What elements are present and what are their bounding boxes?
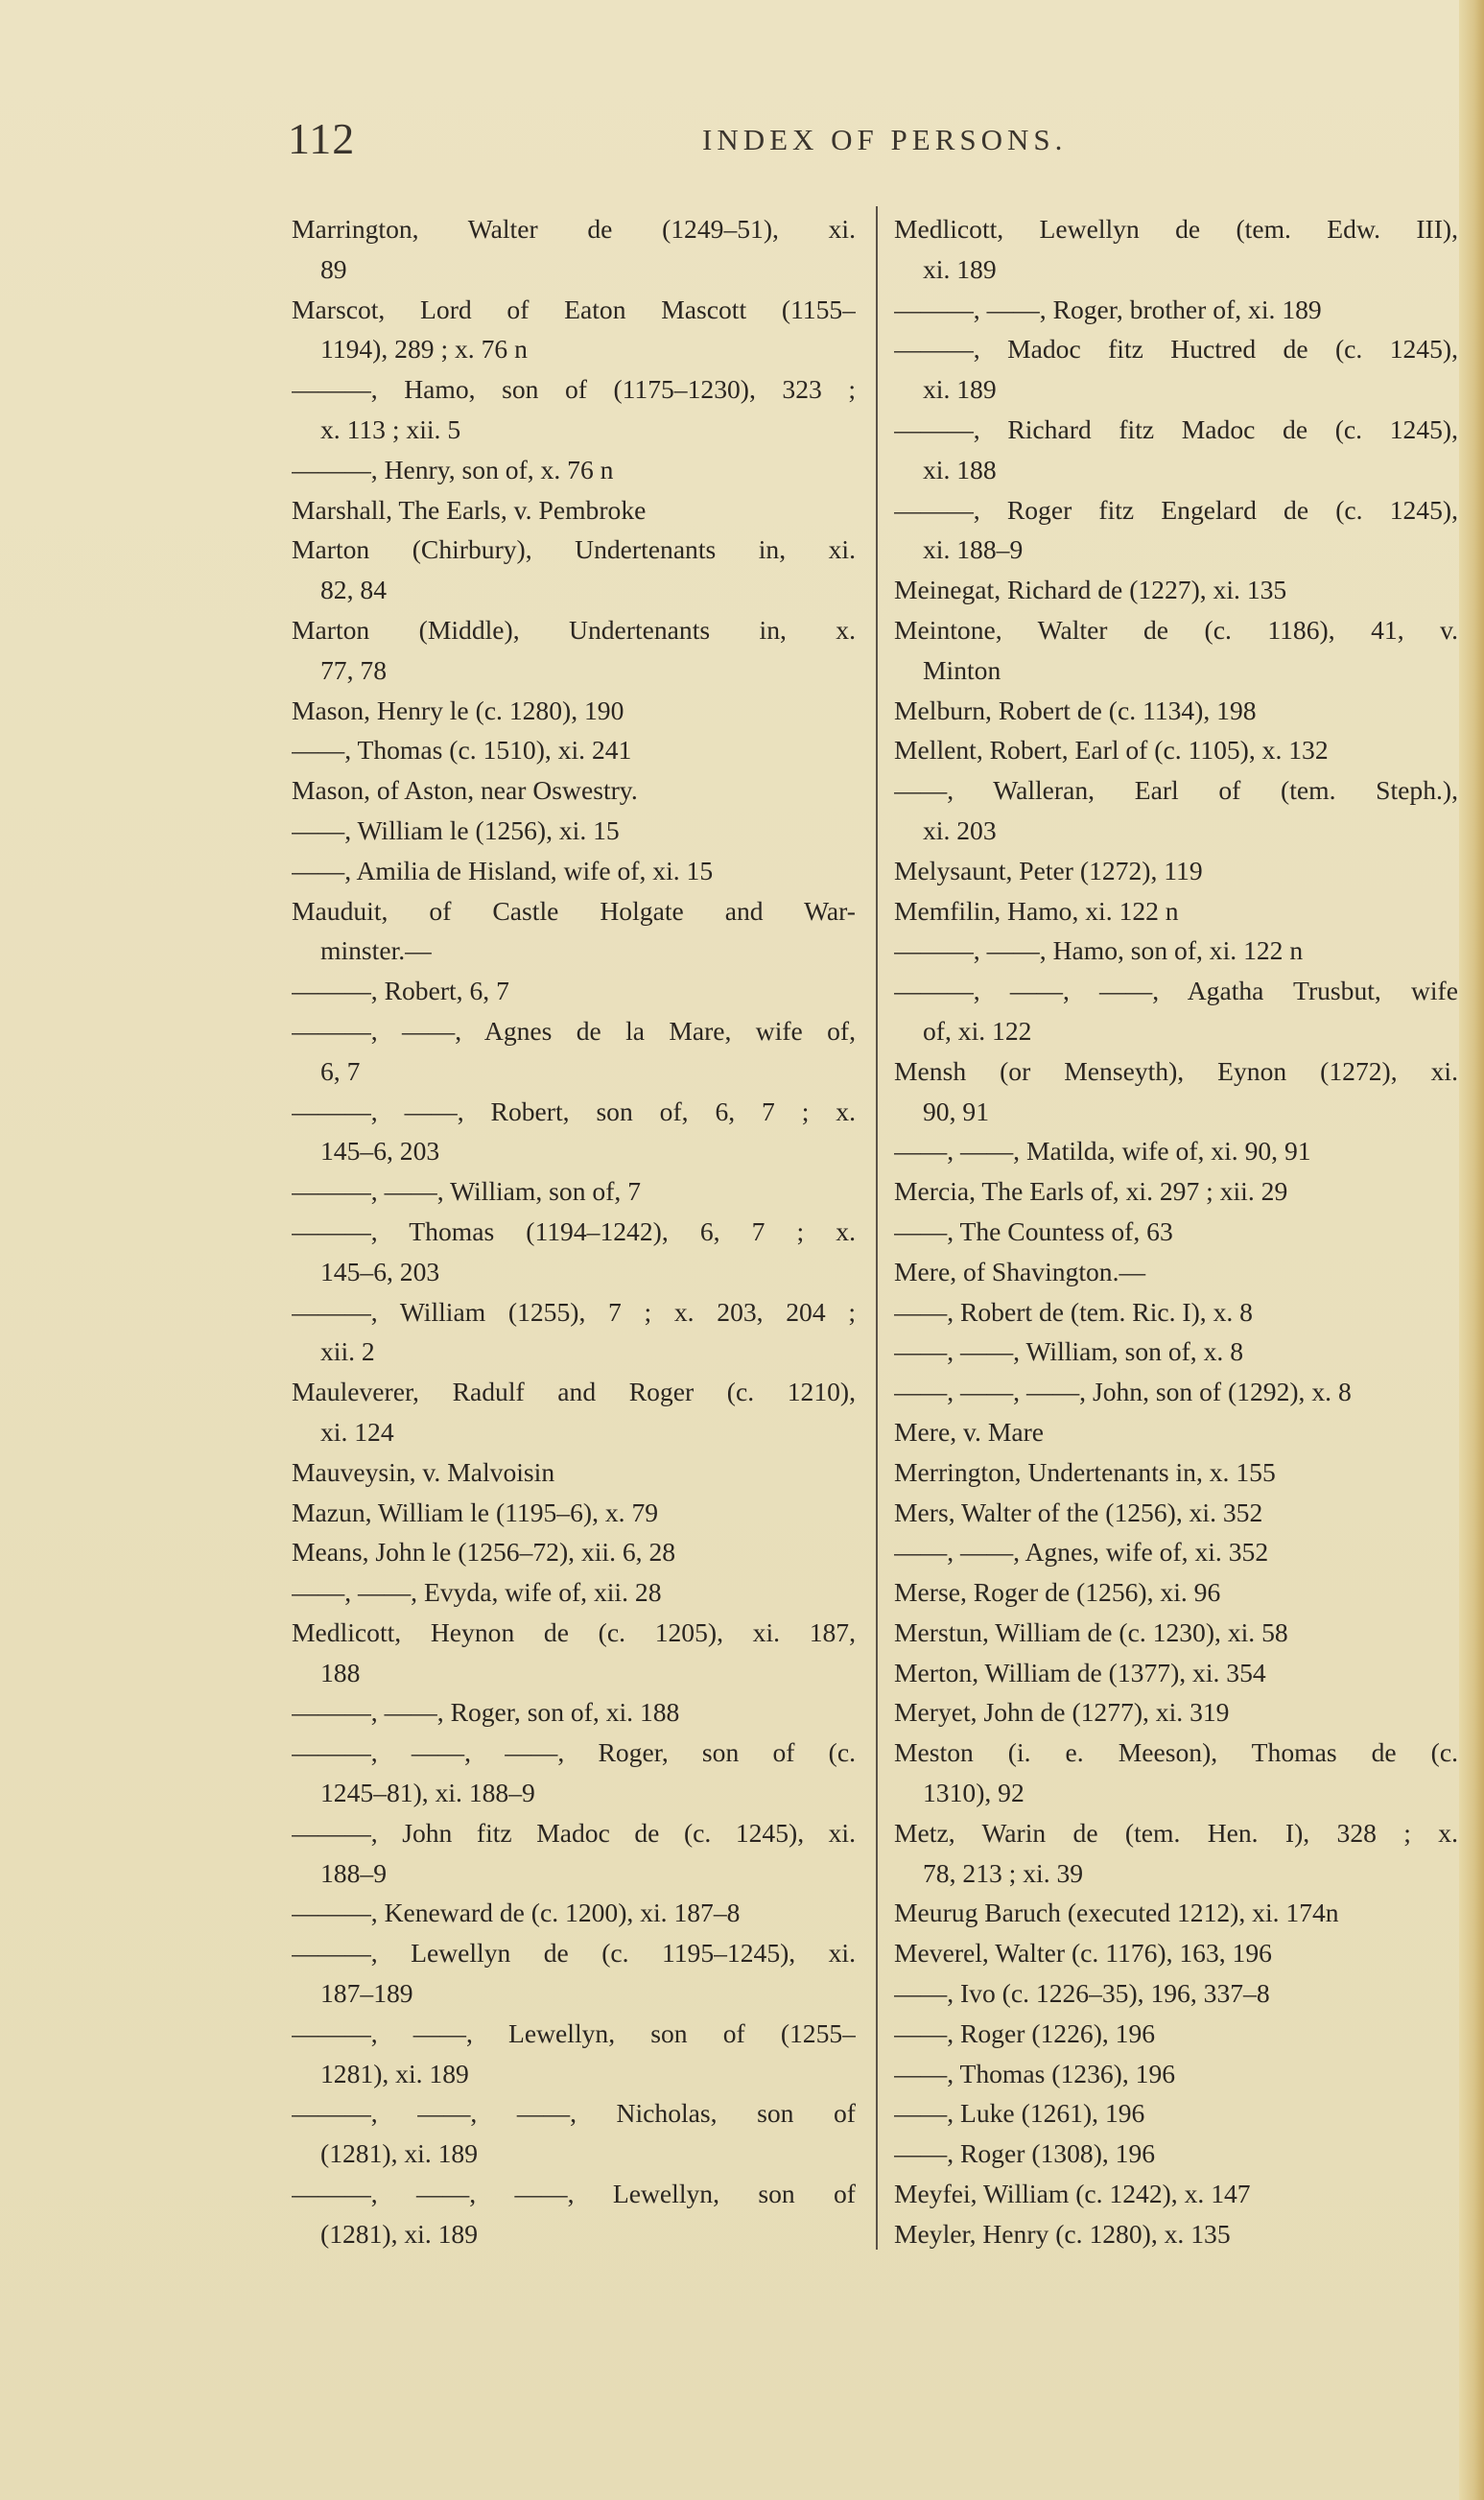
index-line: ——, Amilia de Hisland, wife of, xi. 15 [292,855,714,885]
index-line: ——, Luke (1261), 196 [894,2098,1145,2129]
index-line: Mere, of Shavington.— [894,1256,1146,1286]
index-line: ——, The Countess of, 63 [894,1215,1173,1246]
index-line: ———, Thomas (1194–1242), 6, 7 ; x. [292,1215,856,1246]
index-line: ———, ——, ——, Lewellyn, son of [292,2179,856,2209]
index-line: 188–9 [320,1857,387,1888]
index-line: minster.— [320,935,432,966]
index-line: Marscot, Lord of Eaton Mascott (1155– [292,294,856,324]
index-line: 188 [320,1657,361,1687]
index-line: ———, ——, Lewellyn, son of (1255– [292,2017,856,2048]
index-line: ———, ——, ——, Roger, son of (c. [292,1737,856,1768]
index-line: (1281), xi. 189 [320,2138,479,2169]
page-edge [1459,0,1484,2500]
index-line: ———, ——, Robert, son of, 6, 7 ; x. [292,1096,856,1126]
page-header [288,113,1381,171]
index-line: Merton, William de (1377), xi. 354 [894,1657,1266,1687]
index-line: ——, William le (1256), xi. 15 [292,814,620,845]
index-line: xi. 189 [923,253,997,284]
index-line: Meyler, Henry (c. 1280), x. 135 [894,2218,1231,2249]
index-line: ———, John fitz Madoc de (c. 1245), xi. [292,1817,856,1848]
index-line: 89 [320,253,347,284]
index-line: Meintone, Walter de (c. 1186), 41, v. [894,614,1458,645]
index-line: ———, ——, Hamo, son of, xi. 122 n [894,935,1304,966]
index-line: 77, 78 [320,654,387,685]
index-line: Meston (i. e. Meeson), Thomas de (c. [894,1737,1458,1768]
index-line: Medlicott, Heynon de (c. 1205), xi. 187, [292,1616,856,1647]
index-line: ——, Thomas (1236), 196 [894,2058,1176,2088]
index-line: ———, Hamo, son of (1175–1230), 323 ; [292,374,856,405]
index-line: (1281), xi. 189 [320,2218,479,2249]
index-line: Metz, Warin de (tem. Hen. I), 328 ; x. [894,1817,1458,1848]
index-line: Melburn, Robert de (c. 1134), 198 [894,695,1257,725]
running-title: INDEX OF PERSONS. [702,123,1068,156]
index-line: Meryet, John de (1277), xi. 319 [894,1697,1230,1728]
index-line: Mellent, Robert, Earl of (c. 1105), x. 132 [894,735,1329,766]
index-line: ———, Keneward de (c. 1200), xi. 187–8 [292,1898,741,1928]
index-line: ———, ——, Agnes de la Mare, wife of, [292,1015,856,1046]
index-line: Marshall, The Earls, v. Pembroke [292,494,647,525]
column-divider [876,206,878,2250]
index-line: Marton (Middle), Undertenants in, x. [292,614,856,645]
index-line: 1310), 92 [923,1778,1025,1808]
index-line: Meinegat, Richard de (1227), xi. 135 [894,575,1287,605]
index-line: Memfilin, Hamo, xi. 122 n [894,895,1179,926]
index-line: ——, ——, Matilda, wife of, xi. 90, 91 [894,1136,1311,1167]
index-line: Merstun, William de (c. 1230), xi. 58 [894,1616,1288,1647]
index-line: xi. 189 [923,374,997,405]
index-line: ——, Walleran, Earl of (tem. Steph.), [894,775,1458,806]
index-line: Minton [923,654,1001,685]
index-line: ——, Robert de (tem. Ric. I), x. 8 [894,1296,1253,1327]
index-line: xi. 188 [923,454,997,484]
index-line: ———, William (1255), 7 ; x. 203, 204 ; [292,1296,856,1327]
index-line: ———, Madoc fitz Huctred de (c. 1245), [894,334,1458,365]
page-number: 112 [288,114,356,163]
index-line: ——, ——, ——, John, son of (1292), x. 8 [894,1377,1352,1407]
right-column [894,209,1458,2254]
index-line: ———, Richard fitz Madoc de (c. 1245), [894,413,1458,444]
index-line: 1194), 289 ; x. 76 n [320,334,528,365]
index-line: ———, Henry, son of, x. 76 n [292,454,614,484]
index-line: xi. 203 [923,814,997,845]
index-line: ——, ——, Agnes, wife of, xi. 352 [894,1537,1269,1568]
index-line: 6, 7 [320,1055,361,1086]
index-line: x. 113 ; xii. 5 [320,413,461,444]
index-line: Mauduit, of Castle Holgate and War- [292,895,856,926]
index-line: of, xi. 122 [923,1015,1032,1046]
index-line: ———, Robert, 6, 7 [292,976,509,1006]
index-line: 145–6, 203 [320,1136,440,1167]
index-line: Mensh (or Menseyth), Eynon (1272), xi. [894,1055,1458,1086]
index-line: Merse, Roger de (1256), xi. 96 [894,1577,1221,1608]
index-line: ——, Roger (1226), 196 [894,2017,1156,2048]
index-line: Medlicott, Lewellyn de (tem. Edw. III), [894,214,1458,244]
index-line: Marton (Chirbury), Undertenants in, xi. [292,534,856,565]
index-line: ———, ——, ——, Nicholas, son of [292,2098,856,2129]
index-line: Mason, of Aston, near Oswestry. [292,775,638,806]
index-line: ———, ——, Roger, son of, xi. 188 [292,1697,680,1728]
index-line: 1245–81), xi. 188–9 [320,1778,535,1808]
index-line: Mazun, William le (1195–6), x. 79 [292,1497,659,1527]
index-line: Mers, Walter of the (1256), xi. 352 [894,1497,1263,1527]
index-line: Marrington, Walter de (1249–51), xi. [292,214,856,244]
index-line: Meurug Baruch (executed 1212), xi. 174n [894,1898,1339,1928]
index-line: Meyfei, William (c. 1242), x. 147 [894,2179,1251,2209]
index-line: ———, ——, ——, Agatha Trusbut, wife [894,976,1458,1006]
index-line: ———, ——, William, son of, 7 [292,1176,641,1207]
index-line: Mason, Henry le (c. 1280), 190 [292,695,624,725]
index-line: Mauleverer, Radulf and Roger (c. 1210), [292,1377,856,1407]
index-line: Meverel, Walter (c. 1176), 163, 196 [894,1938,1272,1969]
index-line: ———, Roger fitz Engelard de (c. 1245), [894,494,1458,525]
index-line: 1281), xi. 189 [320,2058,469,2088]
index-line: Mere, v. Mare [894,1416,1045,1447]
index-line: ——, Ivo (c. 1226–35), 196, 337–8 [894,1978,1270,2009]
index-line: ——, Roger (1308), 196 [894,2138,1156,2169]
index-line: 82, 84 [320,575,387,605]
index-line: ——, ——, Evyda, wife of, xii. 28 [292,1577,662,1608]
index-line: Melysaunt, Peter (1272), 119 [894,855,1203,885]
index-line: Mauveysin, v. Malvoisin [292,1456,555,1487]
left-column [292,209,856,2254]
index-line: Means, John le (1256–72), xii. 6, 28 [292,1537,676,1568]
index-line: xi. 124 [320,1416,394,1447]
index-line: ———, ——, Roger, brother of, xi. 189 [894,294,1322,324]
index-line: ——, Thomas (c. 1510), xi. 241 [292,735,632,766]
index-line: Mercia, The Earls of, xi. 297 ; xii. 29 [894,1176,1288,1207]
index-line: xi. 188–9 [923,534,1024,565]
index-line: ———, Lewellyn de (c. 1195–1245), xi. [292,1938,856,1969]
index-line: Merrington, Undertenants in, x. 155 [894,1456,1276,1487]
index-line: ——, ——, William, son of, x. 8 [894,1336,1243,1367]
index-line: 78, 213 ; xi. 39 [923,1857,1084,1888]
index-line: 90, 91 [923,1096,989,1126]
index-line: 187–189 [320,1978,413,2009]
index-line: xii. 2 [320,1336,375,1367]
index-line: 145–6, 203 [320,1256,440,1286]
